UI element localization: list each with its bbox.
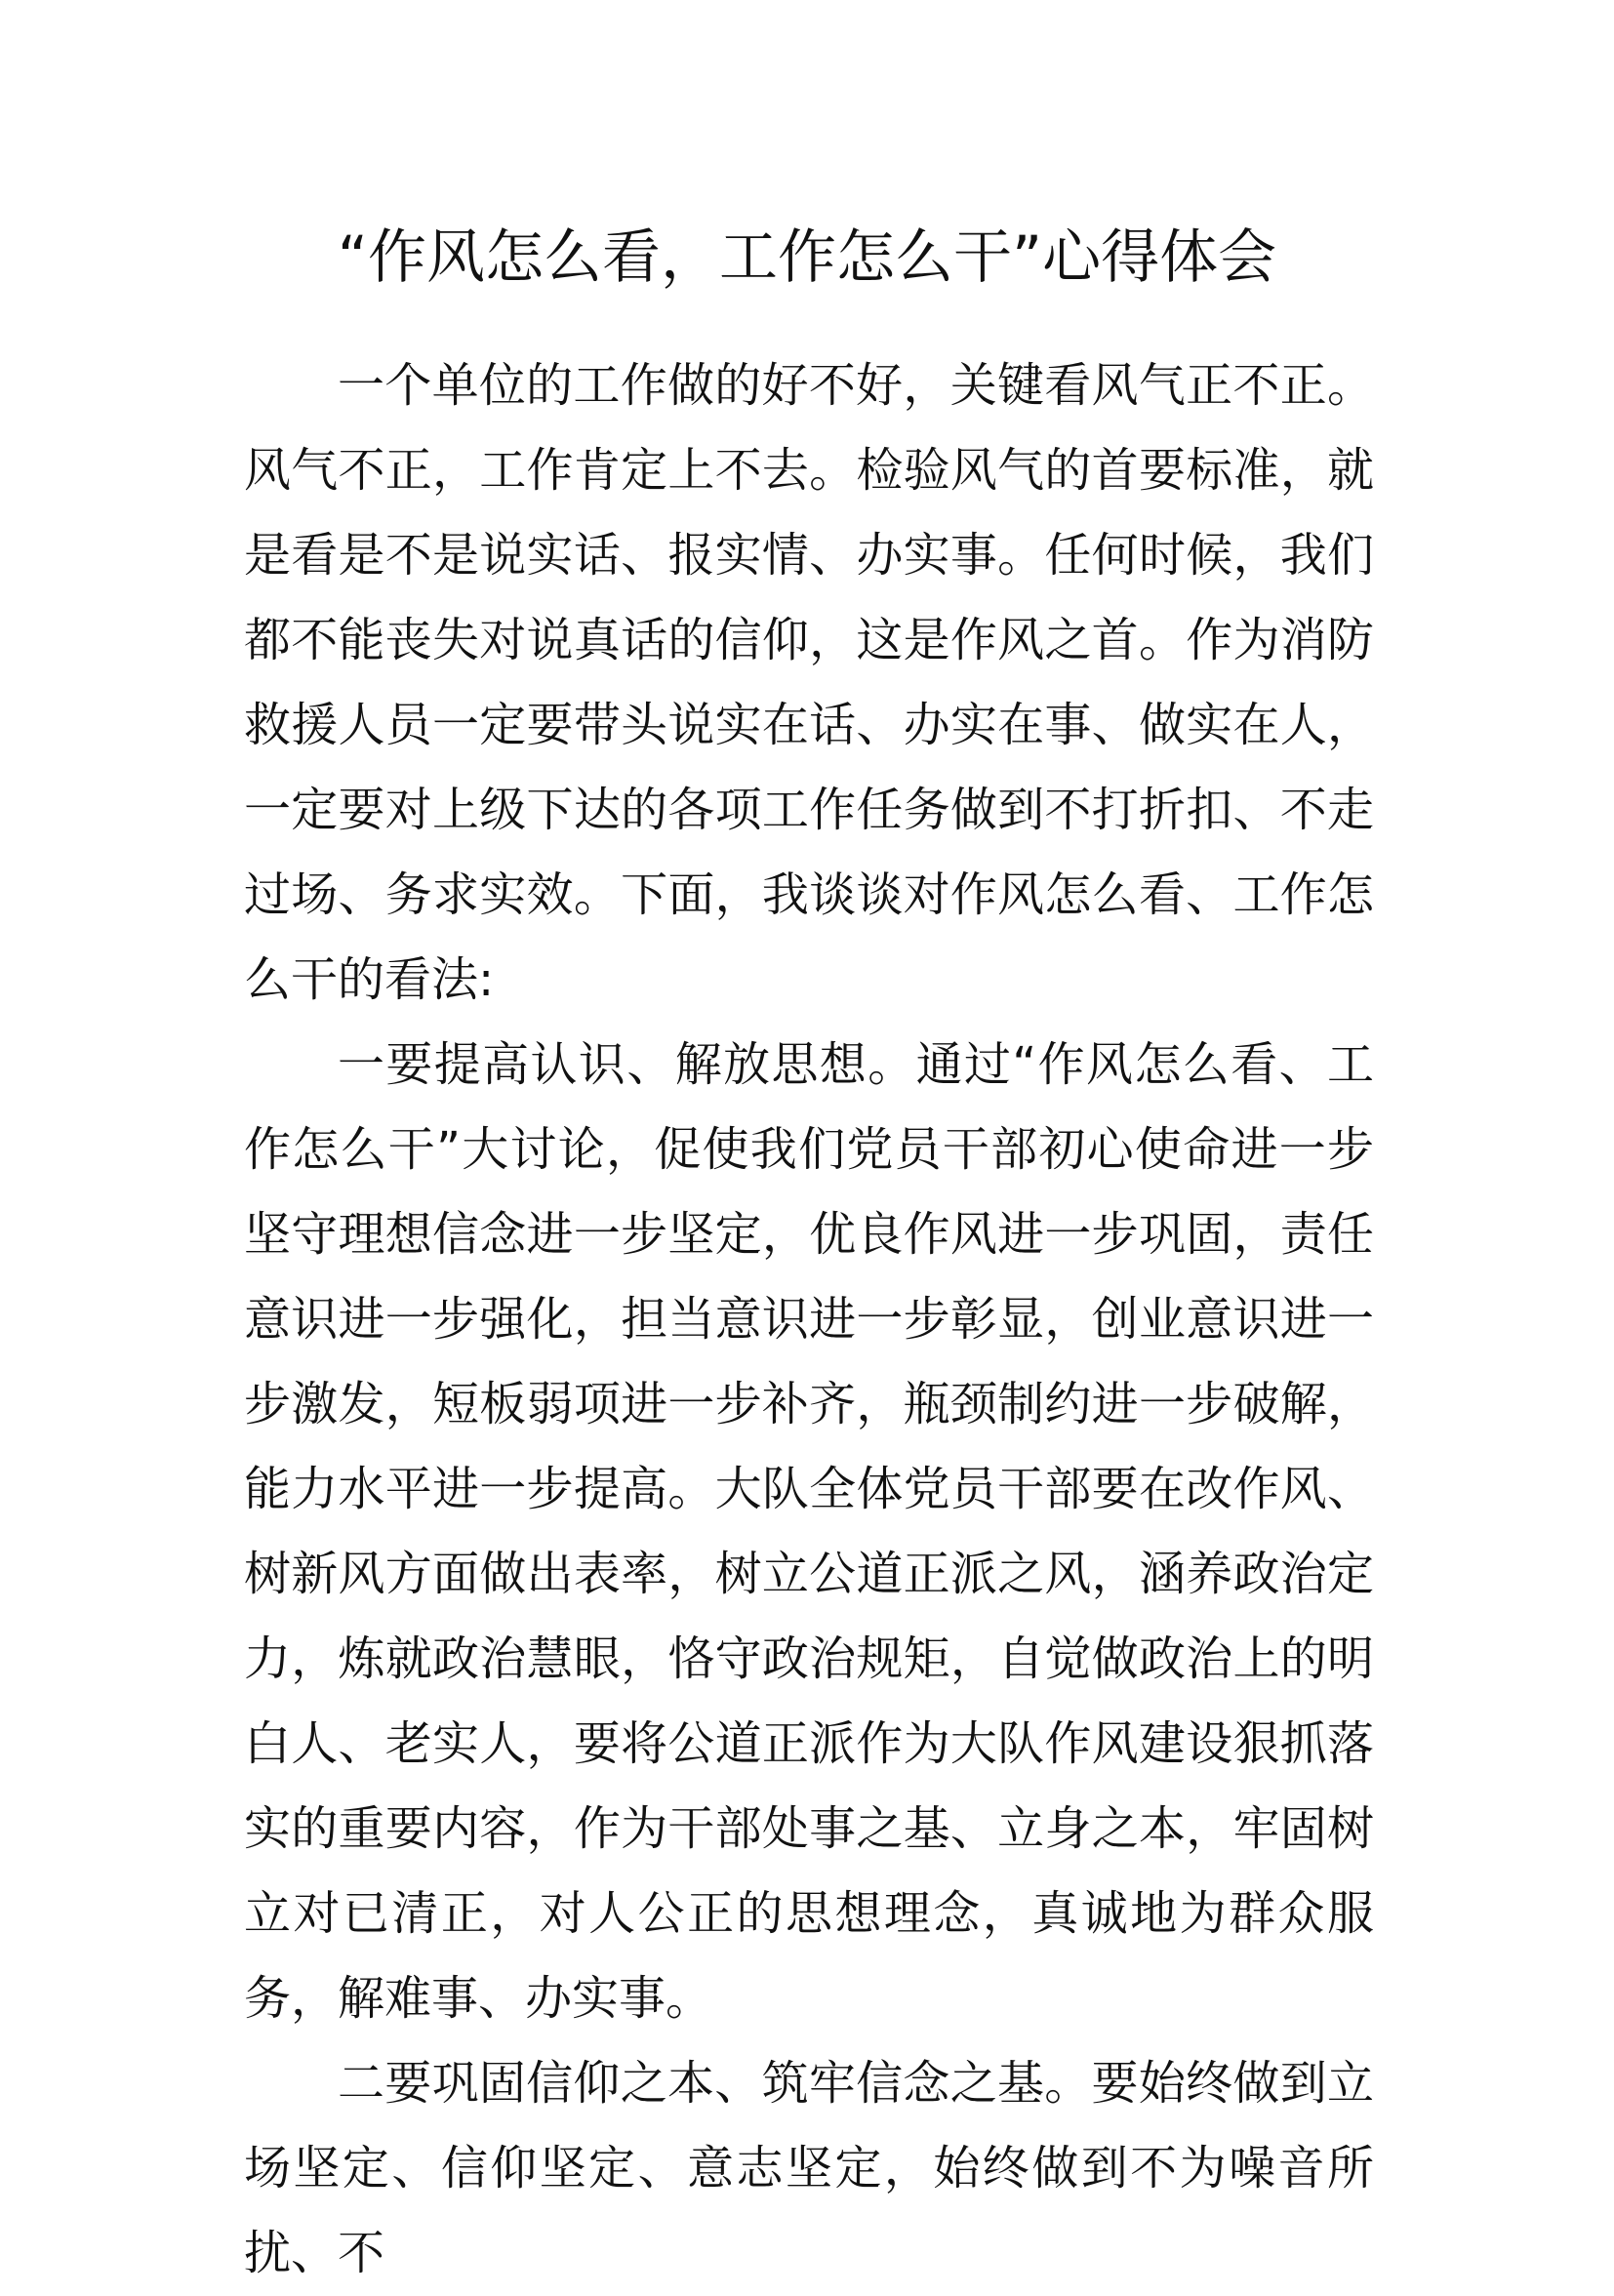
document-body	[244, 343, 1374, 2296]
paragraph-1: 一个单位的工作做的好不好，关键看风气正不正。风气不正，工作肯定上不去。检验风气的首要标准，就是看是不是说实话、报实情、办实事。任何时候，我们都不能丧失对说真话的信仰，这是作风之首。作为消防救援人员一定要带头说实在话、办实在事、做实在人，一定要对上级下达的各项工作任务做到不打折扣、不走过场、务求实效。下面，我谈谈对作风怎么看、工作怎么干的看法:	[244, 358, 1374, 1007]
paragraph-3: 二要巩固信仰之本、筑牢信念之基。要始终做到立场坚定、信仰坚定、意志坚定，始终做到不为噪音所扰、不	[244, 2056, 1374, 2280]
paragraph-2: 一要提高认识、解放思想。通过“作风怎么看、工作怎么干”大讨论，促使我们党员干部初心使命进一步坚守理想信念进一步坚定，优良作风进一步巩固，责任意识进一步强化，担当意识进一步彰显，创业意识进一步激发，短板弱项进一步补齐，瓶颈制约进一步破解，能力水平进一步提高。大队全体党员干部要在改作风、树新风方面做出表率，树立公道正派之风，涵养政治定力，炼就政治慧眼，恪守政治规矩，自觉做政治上的明白人、老实人，要将公道正派作为大队作风建设狠抓落实的重要内容，作为干部处事之基、立身之本，牢固树立对已清正，对人公正的思想理念，真诚地为群众服务，解难事、办实事。	[244, 1037, 1374, 2026]
document-title: “作风怎么看，工作怎么干”心得体会	[337, 223, 1277, 292]
